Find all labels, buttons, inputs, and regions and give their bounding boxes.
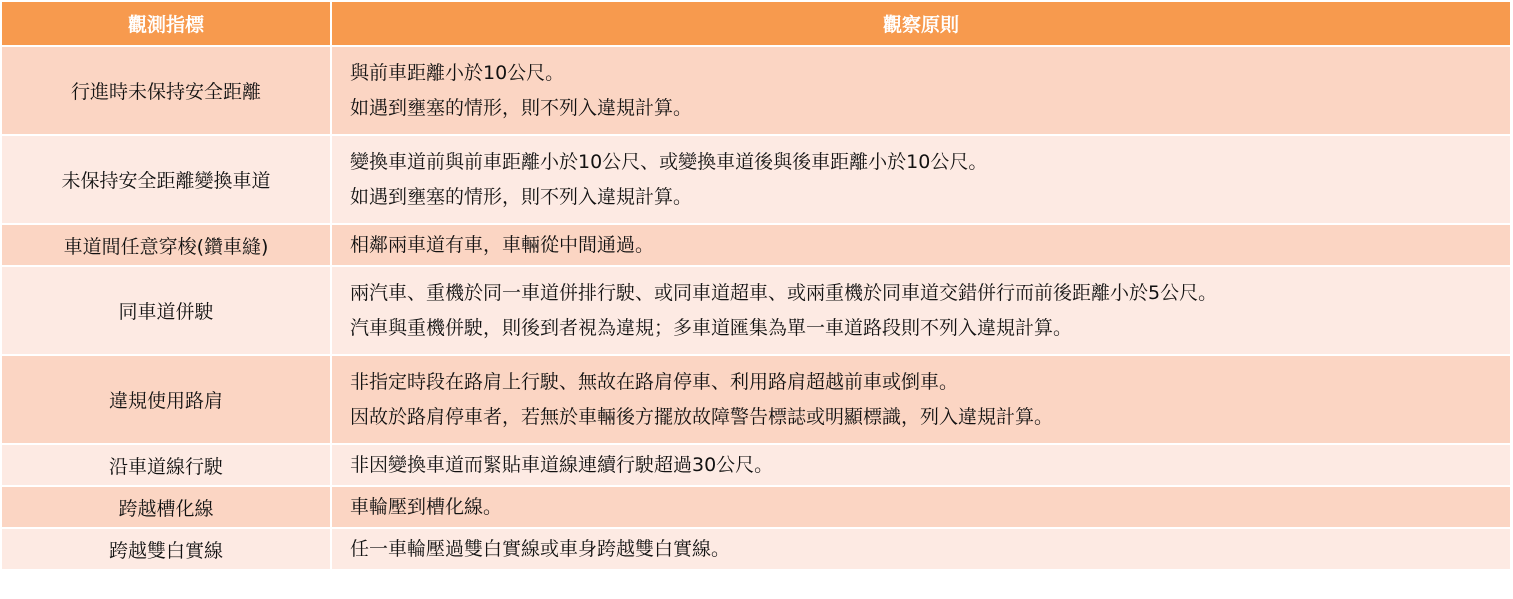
indicator-cell: 同車道併駛 (1, 266, 331, 355)
header-indicator: 觀測指標 (1, 1, 331, 46)
rule-line: 任一車輪壓過雙白實線或車身跨越雙白實線。 (350, 537, 731, 560)
indicator-cell: 沿車道線行駛 (1, 444, 331, 486)
table-row (1, 224, 1511, 266)
indicator-cell: 跨越槽化線 (1, 486, 331, 528)
table-row (1, 135, 1511, 224)
table-row (1, 528, 1511, 570)
table-row (1, 486, 1511, 528)
rule-cell (331, 355, 1511, 444)
rule-line: 如遇到壅塞的情形，則不列入違規計算。 (350, 185, 693, 208)
rule-cell (331, 135, 1511, 224)
header-row (1, 1, 1511, 46)
rule-line: 變換車道前與前車距離小於10公尺、或變換車道後與後車距離小於10公尺。 (350, 150, 988, 173)
rule-line: 與前車距離小於10公尺。 (350, 61, 565, 84)
header-rule: 觀察原則 (331, 1, 1511, 46)
rule-line: 兩汽車、重機於同一車道併排行駛、或同車道超車、或兩重機於同車道交錯併行而前後距離小於5公尺。 (350, 281, 1218, 304)
rule-cell (331, 486, 1511, 528)
rule-line: 因故於路肩停車者，若無於車輛後方擺放故障警告標誌或明顯標識，列入違規計算。 (350, 405, 1054, 428)
rule-line: 汽車與重機併駛，則後到者視為違規；多車道匯集為單一車道路段則不列入違規計算。 (350, 316, 1073, 339)
indicator-cell: 違規使用路肩 (1, 355, 331, 444)
rule-cell (331, 224, 1511, 266)
rule-line: 車輪壓到槽化線。 (350, 495, 503, 518)
rule-line: 非指定時段在路肩上行駛、無故在路肩停車、利用路肩超越前車或倒車。 (350, 370, 959, 393)
rule-cell (331, 528, 1511, 570)
indicator-cell: 未保持安全距離變換車道 (1, 135, 331, 224)
rule-cell (331, 46, 1511, 135)
rule-line: 如遇到壅塞的情形，則不列入違規計算。 (350, 96, 693, 119)
table-row (1, 444, 1511, 486)
rule-cell (331, 444, 1511, 486)
table-row (1, 355, 1511, 444)
table-row (1, 266, 1511, 355)
rule-line: 相鄰兩車道有車，車輛從中間通過。 (350, 233, 655, 256)
rule-line: 非因變換車道而緊貼車道線連續行駛超過30公尺。 (350, 453, 774, 476)
rule-cell (331, 266, 1511, 355)
table-row (1, 46, 1511, 135)
indicator-cell: 行進時未保持安全距離 (1, 46, 331, 135)
indicator-cell: 跨越雙白實線 (1, 528, 331, 570)
indicator-cell: 車道間任意穿梭(鑽車縫) (1, 224, 331, 266)
